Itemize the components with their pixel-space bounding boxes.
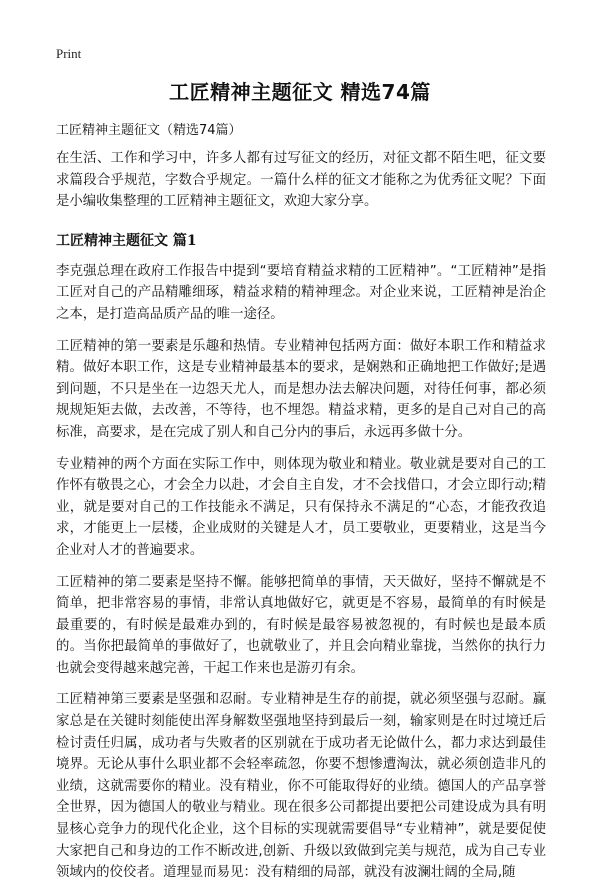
body-paragraph: 专业精神的两个方面在实际工作中，则体现为敬业和精业。敬业就是要对自己的工作怀有敬畏之心，才会全力以赴，才会自主自发，才不会找借口，才会立即行动;精业，就是要对自己的工作技能永不满足，只有保持永不满足的“心态，才能孜孜追求，才能更上一层楼，企业成财的关键是人才，员工要敬业，更要精业，这是当今企业对人才的普遍要求。	[56, 456, 546, 558]
page-title: 工匠精神主题征文 精选74篇	[169, 80, 431, 104]
document-subtitle: 工匠精神主题征文（精选74篇）	[56, 123, 242, 138]
body-paragraph: 李克强总理在政府工作报告中提到“要培育精益求精的工匠精神”。“工匠精神”是指工匠对自己的产品精雕细琢，精益求精的精神理念。对企业来说，工匠精神是治企之本，是打造高品质产品的唯一途径。	[56, 263, 546, 322]
section-heading: 工匠精神主题征文 篇1	[56, 232, 197, 249]
print-link[interactable]: Print	[56, 46, 82, 61]
body-paragraph: 工匠精神的第二要素是坚持不懈。能够把简单的事情，天天做好，坚持不懈就是不简单，把非常容易的事情，非常认真地做好它，就更是不容易，最简单的有时候是最重要的，有时候是最难办到的，有时候是最容易被忽视的，有时候也是最本质的。当你把最简单的事做好了，也就敬业了，并且会向精业靠拢，当然你的执行力也就会变得越来越完善，干起工作来也是游刃有余。	[56, 574, 546, 676]
article-body	[56, 148, 546, 894]
intro-paragraph: 在生活、工作和学习中，许多人都有过写征文的经历，对征文都不陌生吧，征文要求篇段合乎规范，字数合乎规定。一篇什么样的征文才能称之为优秀征文呢？下面是小编收集整理的工匠精神主题征文，欢迎大家分享。	[56, 151, 546, 210]
body-paragraph: 工匠精神第三要素是坚强和忍耐。专业精神是生存的前提，就必须坚强与忍耐。赢家总是在关键时刻能使出浑身解数坚强地坚持到最后一刻，输家则是在时过境迁后检讨责任归属，成功者与失败者的区别就在于成功者无论做什么，都力求达到最佳境界。无论从事什么职业都不会轻率疏忽，你要不想惨遭淘汰，就必须创造非凡的业绩，这就需要你的精业。没有精业，你不可能取得好的业绩。德国人的产品享誉全世界，因为德国人的敬业与精业。现在很多公司都提出要把公司建设成为具有明显核心竞争力的现代化企业，这个目标的实现就需要倡导“专业精神”，就是要促使大家把自己和身边的工作不断改进,创新、升级以致做到完美与规范，成为自己专业领域内的佼佼者。道理显而易见：没有精细的局部，就没有波澜壮阔的全局,随	[56, 692, 546, 881]
body-paragraph: 工匠精神的第一要素是乐趣和热情。专业精神包括两方面：做好本职工作和精益求精。做好本职工作，这是专业精神最基本的要求，是娴熟和正确地把工作做好;是遇到问题，不只是坐在一边怨天尤人，而是想办法去解决问题，对待任何事，都必须规规矩矩去做，去改善，不等待，也不埋怨。精益求精，更多的是自己对自己的高标准，高要求，是在完成了别人和自己分内的事后，永远再多做十分。	[56, 338, 546, 440]
